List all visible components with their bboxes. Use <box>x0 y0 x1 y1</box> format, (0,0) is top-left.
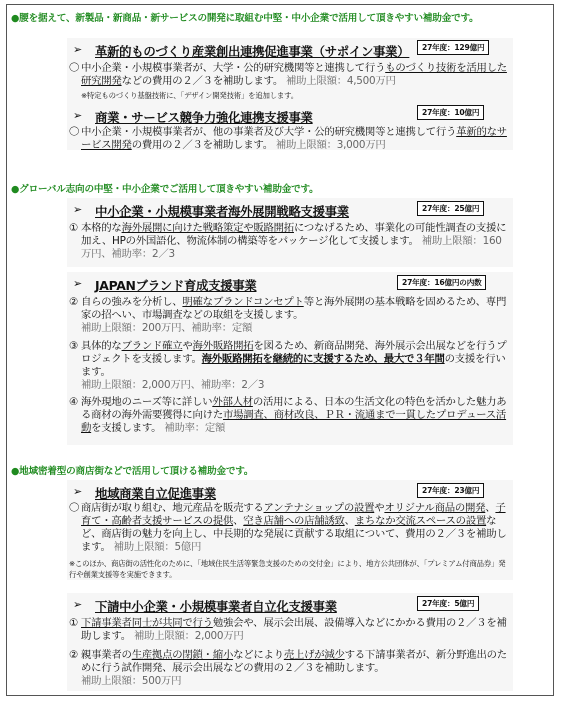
desc-text: などにより <box>233 649 284 661</box>
bullet-marker: ① <box>69 617 79 629</box>
desc-highlight: ものづくり技術を活用した研究開発 <box>81 62 507 87</box>
desc-highlight: 子育て・高齢者支援サービスの提供 <box>81 502 506 527</box>
program-block-japan-brand <box>67 272 513 445</box>
subsidy-limit: 補助上限額：160万円、補助率：2／3 <box>81 235 502 260</box>
program-block-sapoin <box>67 38 513 150</box>
desc-highlight: アンテナショップの設置 <box>263 502 375 514</box>
budget-badge: 27年度：16億円の内数 <box>397 275 486 290</box>
program-title: 商業・サービス競争力強化連携支援事業 <box>95 110 313 125</box>
subsidy-limit: 補助上限額：500万円 <box>81 675 182 687</box>
bullet-marker: ③ <box>69 340 79 352</box>
desc-highlight: 市場調査、商材改良、ＰＲ・流通まで一貫したプロデュース活動 <box>81 409 507 434</box>
subsidy-limit: 補助上限額：5億円 <box>113 541 202 553</box>
subsidy-limit: 補助上限額：2,000万円 <box>133 630 244 642</box>
desc-text: 商店街が取り組む、地元産品を販売する <box>81 502 264 514</box>
chevron-right-icon: ➢ <box>73 598 83 611</box>
program-item-1 <box>69 296 509 335</box>
desc-text: につなげるため、事業化の可能性調査の支援に加え、HPの外国語化、物流体制の構築等をパッケージ化して支援します。 <box>81 222 507 247</box>
desc-text: 海外現地のニーズ等に詳しい <box>81 396 213 408</box>
program-note: ※特定ものづくり基盤技術に、「デザイン開発技術」を追加します。 <box>81 91 298 100</box>
bullet-marker: 〇 <box>69 502 80 514</box>
section-heading-global: ●グローバル志向の中堅・中小企業でご活用して頂きやすい補助金です。 <box>11 184 319 195</box>
program-item-3 <box>69 396 509 435</box>
desc-text: などの費用の２／３を補助します。 <box>121 75 283 87</box>
desc-text: 中小企業・小規模事業者が、大学・公的研究機関等と連携して行う <box>81 62 386 74</box>
desc-text: や <box>182 340 193 352</box>
desc-highlight: 生産拠点の閉鎖・縮小 <box>131 649 234 661</box>
desc-highlight: 明確なブランドコンセプト <box>182 296 304 308</box>
subsidy-limit: 補助率：定額 <box>164 422 226 434</box>
program-description <box>69 62 509 88</box>
bullet-marker: 〇 <box>69 126 80 138</box>
bullet-marker: 〇 <box>69 62 80 74</box>
program-title: JAPANブランド育成支援事業 <box>95 278 257 293</box>
program-block-overseas <box>67 198 513 267</box>
desc-text: を図るため、新商品開発、海外展示会出展などを行うプロジェクトを支援します。 <box>81 340 507 365</box>
desc-highlight: 海外販路開拓を継続的に支援するため、最大で３年間 <box>201 353 445 365</box>
budget-badge: 27年度：5億円 <box>417 596 479 611</box>
desc-text: する下請事業者が、新分野進出のために行う試作開発、展示会出展などの費用の２／３を補助します。 <box>81 649 507 674</box>
program-title: 下請中小企業・小規模事業者自立化支援事業 <box>95 599 337 614</box>
chevron-right-icon: ➢ <box>73 203 83 216</box>
desc-highlight: 革新的なサービス開発 <box>81 126 507 151</box>
program-title: 革新的ものづくり産業創出連携促進事業（サポイン事業） <box>95 44 410 59</box>
desc-text: 親事業者の <box>81 649 132 661</box>
program-item-2 <box>69 340 509 392</box>
bullet-marker: ② <box>69 649 79 661</box>
desc-highlight: 海外販路開拓 <box>192 340 254 352</box>
desc-highlight: まちなか交流スペースの設置 <box>354 515 487 527</box>
bullet-marker: ① <box>69 222 79 234</box>
bullet-marker: ④ <box>69 396 79 408</box>
program-item-1 <box>69 617 509 643</box>
subsidy-limit: 補助上限額：2,000万円、補助率：2／3 <box>81 379 265 391</box>
desc-text: 中小企業・小規模事業者が、他の事業者及び大学・公的研究機関等と連携して行う <box>81 126 457 138</box>
subsidy-limit: 補助上限額：200万円、補助率：定額 <box>81 322 253 334</box>
section-heading-development: ●腰を据えて、新製品・新商品・新サービスの開発に取組む中堅・中小企業で活用して頂きやすい補助金です。 <box>11 13 479 24</box>
chevron-right-icon: ➢ <box>73 277 83 290</box>
program-block-local-commerce <box>67 480 513 580</box>
desc-text: 勉強会や、展示会出展、設備導入などにかかる費用の２／３を補助します。 <box>81 617 507 642</box>
program-title: 中小企業・小規模事業者海外展開戦略支援事業 <box>95 204 349 219</box>
program-title: 地域商業自立促進事業 <box>95 486 216 501</box>
desc-text: の活用による、日本の生活文化の特色を活かした魅力ある商材の海外需要獲得に向けた <box>81 396 507 421</box>
chevron-right-icon: ➢ <box>73 109 83 122</box>
desc-highlight: オリジナル商品の開発 <box>384 502 486 514</box>
desc-text: 等と海外展開の基本戦略を固めるため、専門家の招へい、市場調査などの取組を支援します。 <box>81 296 507 321</box>
chevron-right-icon: ➢ <box>73 43 83 56</box>
desc-text: の支援を行います。 <box>81 353 506 378</box>
desc-highlight: 下請事業者同士が共同で行う <box>81 617 213 629</box>
chevron-right-icon: ➢ <box>73 485 83 498</box>
subsidy-limit: 補助上限額：4,500万円 <box>286 75 396 87</box>
program-note: ※このほか、商店街の活性化のために、「地域住民生活等緊急支援のための交付金」により、地方公共団体が、「プレミアム付商品券」発行や創業支援等を実施できます。 <box>69 559 506 579</box>
budget-badge: 27年度：23億円 <box>417 483 484 498</box>
desc-text: 、 <box>344 515 355 527</box>
subsidy-limit: 補助上限額：3,000万円 <box>275 139 386 151</box>
desc-highlight: 海外展開に向けた戦略策定や販路開拓 <box>121 222 294 234</box>
program-description <box>69 222 509 261</box>
desc-text: 、 <box>233 515 244 527</box>
desc-text: など、商店街の魅力を向上し、中長期的な発展に貢献する取組について、費用の２／３を補助します。 <box>81 515 507 553</box>
desc-highlight: ブランド確立 <box>121 340 183 352</box>
desc-highlight: 外部人材 <box>212 396 253 408</box>
bullet-marker: ② <box>69 296 79 308</box>
budget-badge: 27年度：129億円 <box>417 40 489 55</box>
program-block-subcontractor <box>67 593 513 691</box>
desc-text: 具体的な <box>81 340 122 352</box>
desc-text: 本格的な <box>81 222 122 234</box>
desc-highlight: 売上げが減少 <box>283 649 345 661</box>
document-frame <box>6 4 554 696</box>
program-description <box>69 126 509 152</box>
budget-badge: 27年度：25億円 <box>417 201 484 216</box>
desc-text: の費用の２／３を補助します。 <box>131 139 273 151</box>
section-heading-local: ●地域密着型の商店街などで活用して頂ける補助金です。 <box>11 466 254 477</box>
desc-text: や <box>374 502 385 514</box>
desc-text: を支援します。 <box>91 422 162 434</box>
program-description <box>69 502 509 554</box>
budget-badge: 27年度：10億円 <box>417 105 484 120</box>
desc-text: 自らの強みを分析し、 <box>81 296 183 308</box>
program-item-2 <box>69 649 509 688</box>
desc-text: 、 <box>485 502 496 514</box>
desc-highlight: 空き店舗への店舗誘致 <box>243 515 345 527</box>
